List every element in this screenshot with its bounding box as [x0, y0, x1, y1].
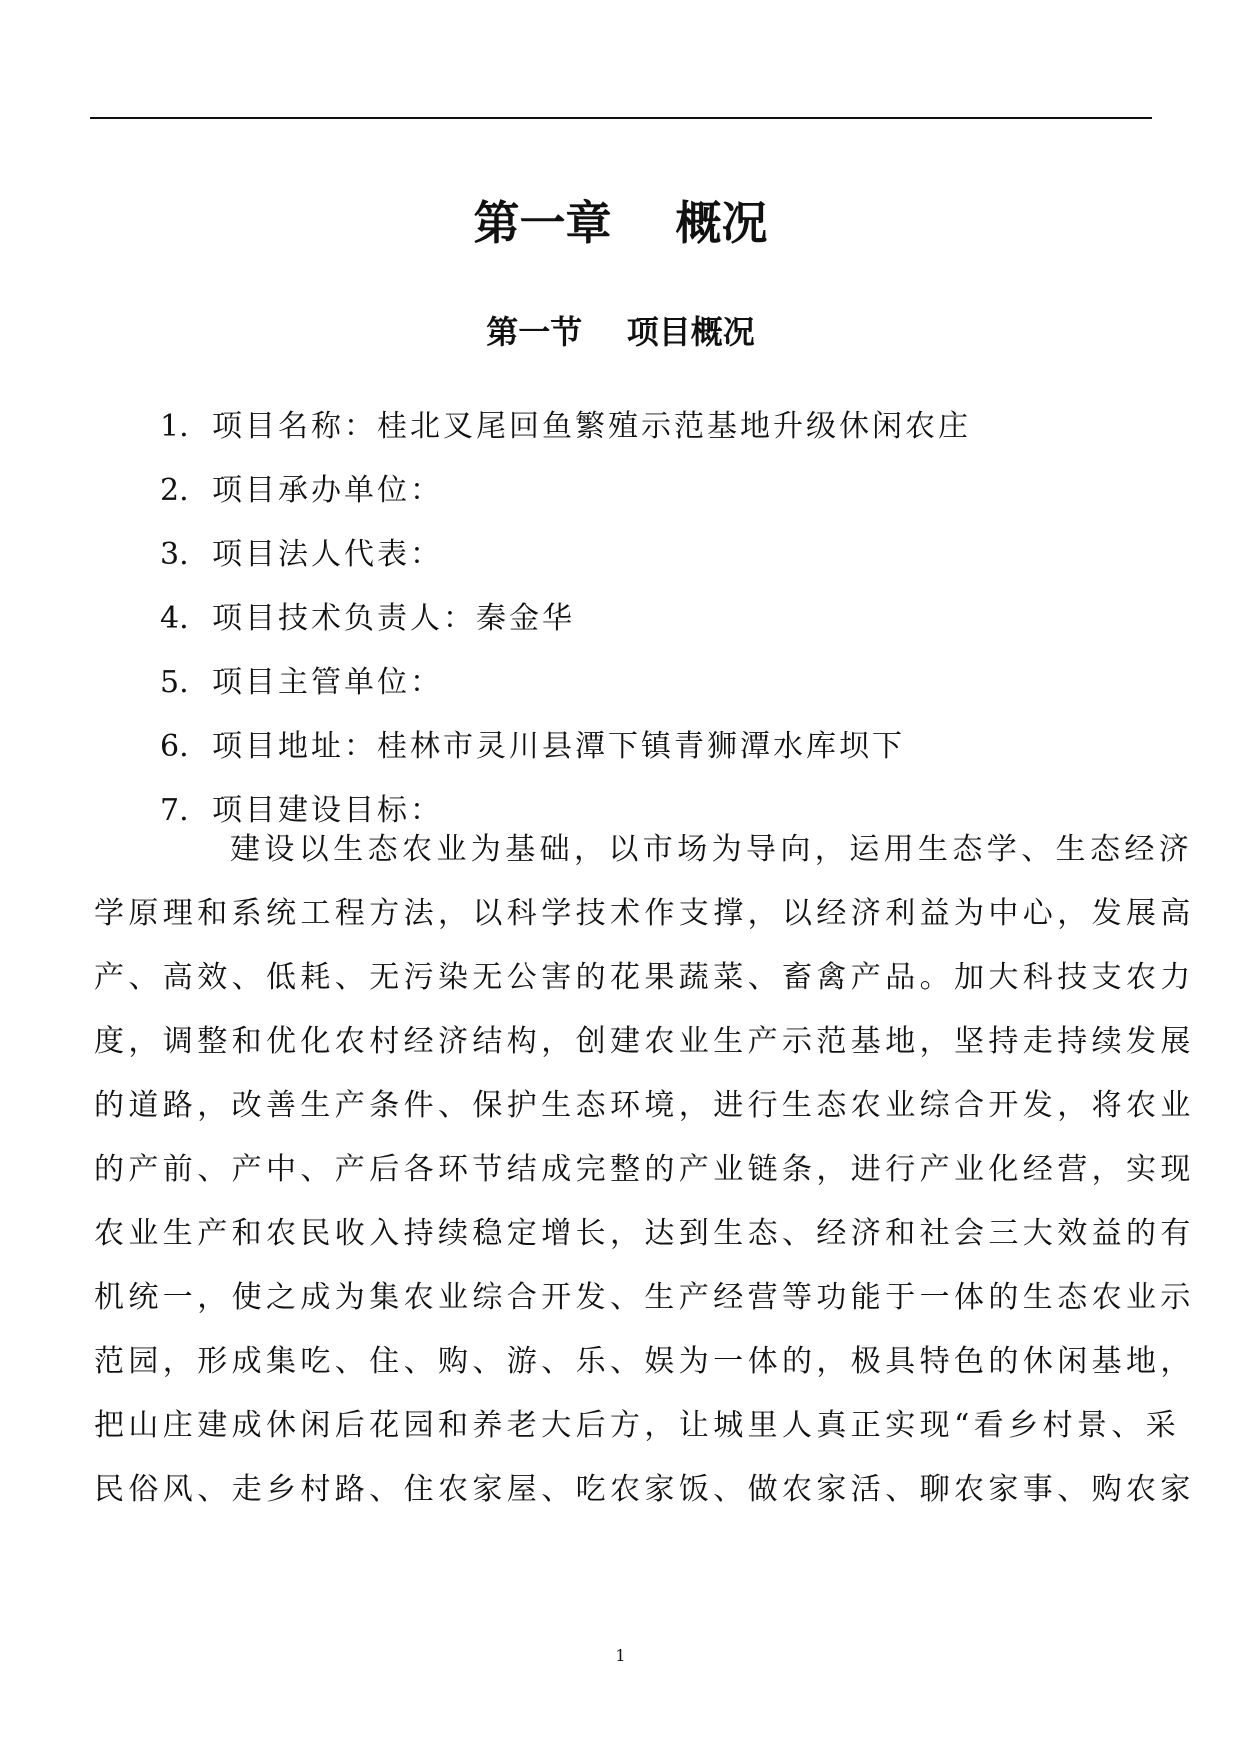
paragraph-line: 民俗风、走乡村路、住农家屋、吃农家饭、做农家活、聊农家事、购农家 [94, 1472, 1195, 1507]
paragraph-line: 产、高效、低耗、无污染无公害的花果蔬菜、畜禽产品。加大科技支农力 [94, 960, 1195, 995]
paragraph-line: 把山庄建成休闲后花园和养老大后方，让城里人真正实现“看乡村景、采 [94, 1408, 1181, 1443]
section-title: 第一节 项目概况 [486, 313, 755, 351]
item-number: 7. [160, 793, 189, 828]
paragraph-line: 的道路，改善生产条件、保护生态环境，进行生态农业综合开发，将农业 [94, 1088, 1195, 1123]
item-number: 3. [160, 537, 189, 572]
item-text: 项目主管单位： [212, 665, 443, 700]
item-text: 项目名称：桂北叉尾回鱼繁殖示范基地升级休闲农庄 [212, 409, 971, 444]
paragraph-line: 范园，形成集吃、住、购、游、乐、娱为一体的，极具特色的休闲基地， [94, 1344, 1195, 1379]
list-item [160, 597, 1160, 661]
paragraph-line: 学原理和系统工程方法，以科学技术作支撑，以经济利益为中心，发展高 [94, 896, 1195, 931]
item-text: 项目地址：桂林市灵川县潭下镇青狮潭水库坝下 [212, 729, 905, 764]
list-item [160, 405, 1160, 469]
body-paragraph [94, 828, 1195, 1532]
item-text: 项目承办单位： [212, 473, 443, 508]
item-number: 2. [160, 473, 189, 508]
item-text: 项目技术负责人：秦金华 [212, 601, 575, 636]
page-number: 1 [615, 1646, 626, 1665]
item-number: 6. [160, 729, 189, 764]
item-number: 1. [160, 409, 189, 444]
item-number: 4. [160, 601, 189, 636]
list-item [160, 533, 1160, 597]
paragraph-line: 建设以生态农业为基础，以市场为导向，运用生态学、生态经济 [230, 832, 1194, 867]
paragraph-line: 机统一，使之成为集农业综合开发、生产经营等功能于一体的生态农业示 [94, 1280, 1195, 1315]
paragraph-line: 农业生产和农民收入持续稳定增长，达到生态、经济和社会三大效益的有 [94, 1216, 1195, 1251]
list-item [160, 469, 1160, 533]
list-item [160, 725, 1160, 789]
item-text: 项目法人代表： [212, 537, 443, 572]
paragraph-line: 的产前、产中、产后各环节结成完整的产业链条，进行产业化经营，实现 [94, 1152, 1195, 1187]
chapter-title: 第一章 概况 [473, 196, 768, 250]
paragraph-line: 度，调整和优化农村经济结构，创建农业生产示范基地，坚持走持续发展 [94, 1024, 1195, 1059]
item-number: 5. [160, 665, 189, 700]
project-info-list [160, 405, 1160, 853]
item-text: 项目建设目标： [212, 793, 443, 828]
header-rule [90, 117, 1152, 119]
list-item [160, 661, 1160, 725]
